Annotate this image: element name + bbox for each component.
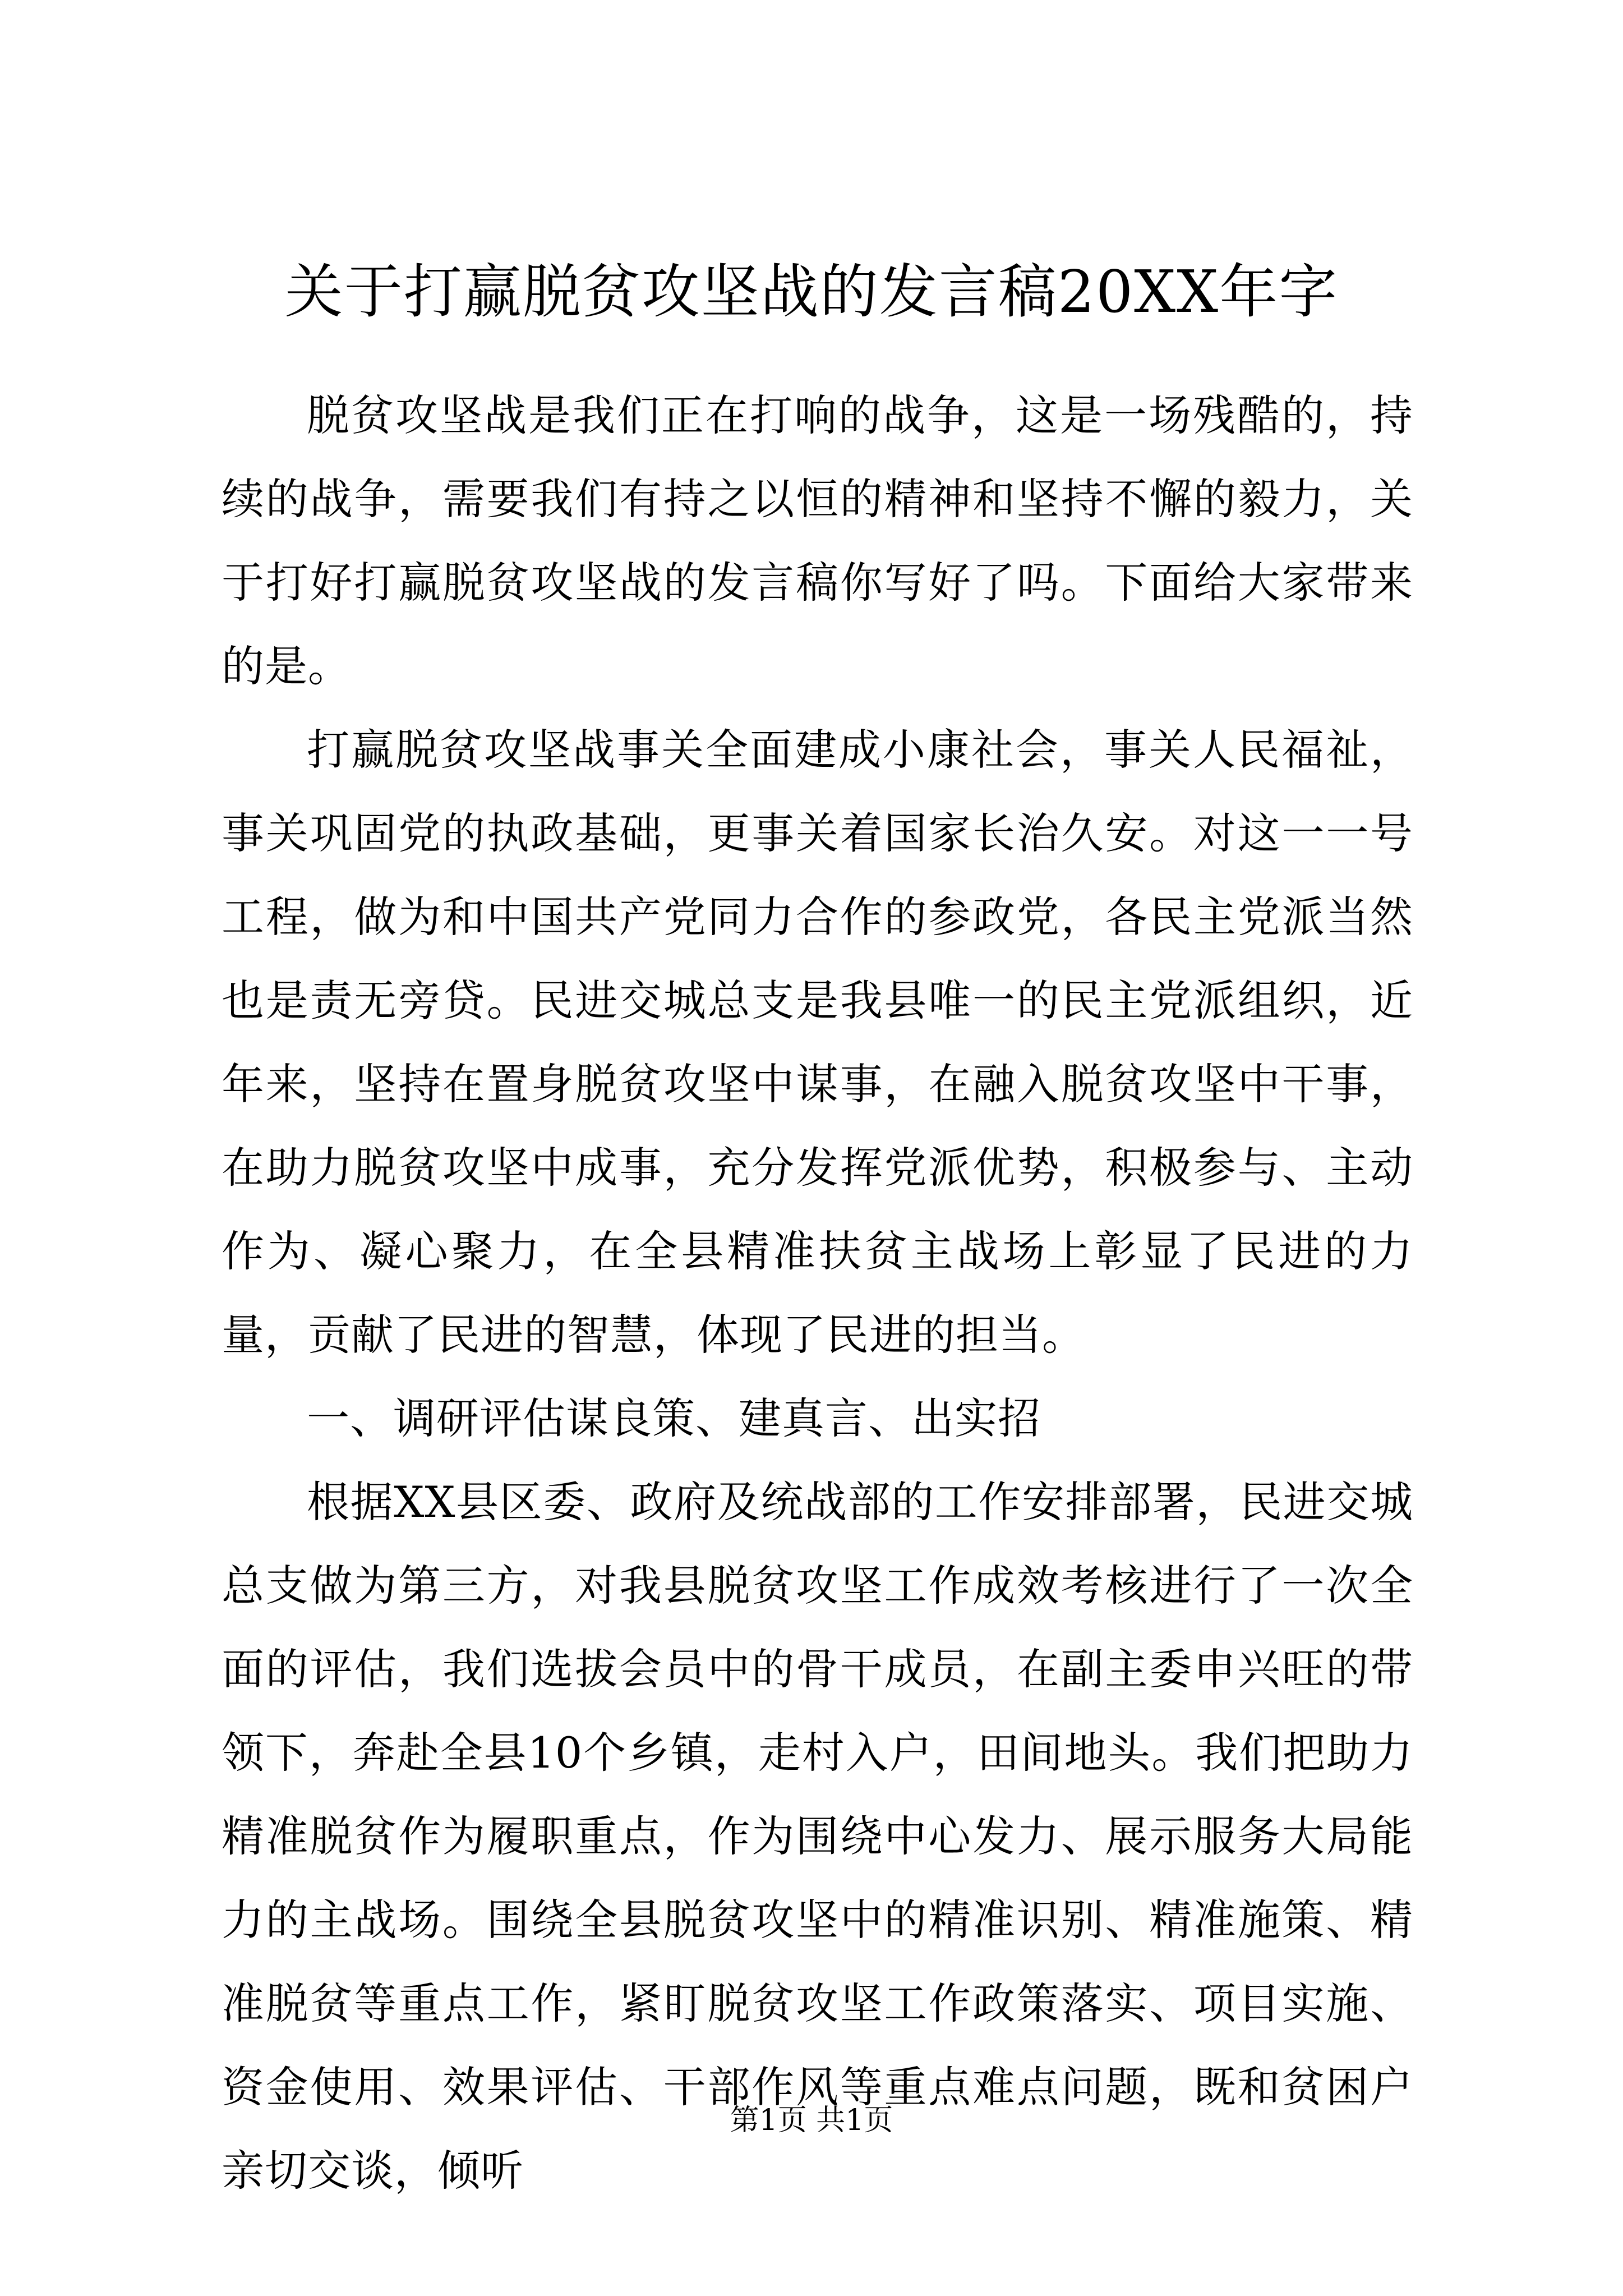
paragraph-intro: 脱贫攻坚战是我们正在打响的战争，这是一场残酷的，持续的战争，需要我们有持之以恒的精神和坚持不懈的毅力，关于打好打赢脱贫攻坚战的发言稿你写好了吗。下面给大家带来的是。 bbox=[222, 390, 1413, 691]
section-heading: 一、调研评估谋良策、建真言、出实招 bbox=[307, 1393, 1041, 1443]
document-body bbox=[222, 374, 1413, 2212]
paragraph-background: 打赢脱贫攻坚战事关全面建成小康社会，事关人民福祉，事关巩固党的执政基础，更事关着国家长治久安。对这一一号工程，做为和中国共产党同力合作的参政党，各民主党派当然也是责无旁贷。民进交城总支是我县唯一的民主党派组织，近年来，坚持在置身脱贫攻坚中谋事，在融入脱贫攻坚中干事，在助力脱贫攻坚中成事，充分发挥党派优势，积极参与、主动作为、凝心聚力，在全县精准扶贫主战场上彰显了民进的力量，贡献了民进的智慧，体现了民进的担当。 bbox=[222, 725, 1413, 1360]
page-footer: 第1页 共1页 bbox=[730, 2104, 893, 2137]
paragraph-research: 根据XX县区委、政府及统战部的工作安排部署，民进交城总支做为第三方，对我县脱贫攻坚工作成效考核进行了一次全面的评估，我们选拔会员中的骨干成员，在副主委申兴旺的带领下，奔赴全县10个乡镇，走村入户，田间地头。我们把助力精准脱贫作为履职重点，作为围绕中心发力、展示服务大局能力的主战场。围绕全县脱贫攻坚中的精准识别、精准施策、精准脱贫等重点工作，紧盯脱贫攻坚工作政策落实、项目实施、资金使用、效果评估、干部作风等重点难点问题，既和贫困户亲切交谈，倾听 bbox=[222, 1477, 1413, 2196]
document-title: 关于打赢脱贫攻坚战的发言稿20XX年字 bbox=[284, 257, 1339, 326]
